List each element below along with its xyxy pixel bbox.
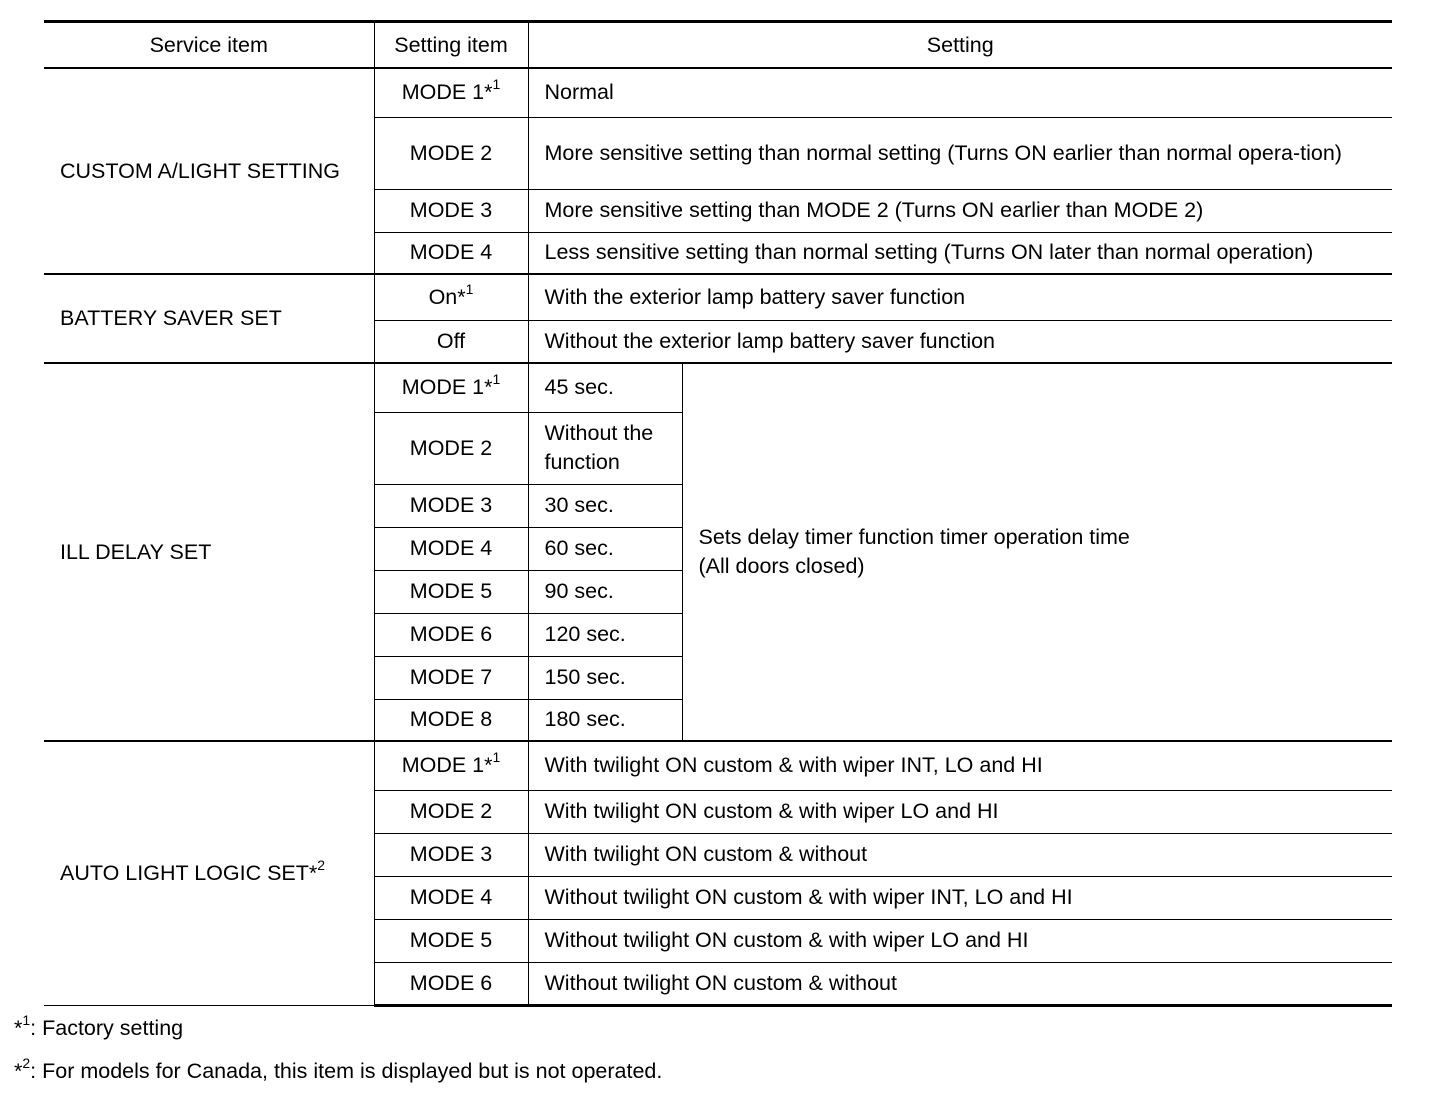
mode-label: MODE 7: [409, 665, 493, 689]
header-service-item: Service item: [44, 22, 374, 69]
setting-text: With twilight ON custom & with wiper LO and HI: [528, 790, 1392, 833]
table-row: [44, 68, 1392, 117]
mode-label: MODE 4: [409, 240, 493, 265]
setting-text: More sensitive setting than normal setting (Turns ON earlier than normal opera-tion): [528, 117, 1392, 189]
setting-item: [374, 570, 528, 613]
setting-value: 180 sec.: [528, 699, 682, 741]
superscript: 2: [22, 1054, 31, 1071]
setting-item: [374, 68, 528, 117]
setting-text: Normal: [528, 68, 1392, 117]
header-setting-item: Setting item: [374, 22, 528, 69]
setting-text: With the exterior lamp battery saver function: [528, 274, 1392, 320]
table-row: [44, 274, 1392, 320]
footnote-text: : Factory setting: [30, 1016, 184, 1040]
service-item-battery-saver: [44, 274, 374, 363]
header-row: [44, 22, 1392, 69]
mode-label: MODE 2: [409, 140, 493, 165]
service-label: ILL DELAY SET: [60, 539, 212, 564]
mode-label: MODE 2: [409, 799, 493, 823]
setting-item: [374, 412, 528, 484]
setting-item: [374, 363, 528, 412]
setting-text: With twilight ON custom & with wiper INT, LO and HI: [528, 741, 1392, 790]
service-item-ill-delay: [44, 363, 374, 741]
setting-item: [374, 232, 528, 274]
setting-item: [374, 876, 528, 919]
setting-item: [374, 790, 528, 833]
setting-value: 150 sec.: [528, 656, 682, 699]
superscript: 1: [492, 371, 501, 388]
mode-label: On*: [428, 284, 466, 309]
superscript: 1: [465, 280, 474, 297]
superscript: 2: [317, 856, 326, 873]
setting-item: [374, 833, 528, 876]
mode-label: MODE 6: [409, 622, 493, 646]
setting-text: Less sensitive setting than normal setting (Turns ON later than normal operation): [528, 232, 1392, 274]
superscript: 1: [492, 76, 501, 93]
footnote-factory-setting: [14, 1011, 184, 1042]
setting-text: Without twilight ON custom & with wiper INT, LO and HI: [528, 876, 1392, 919]
setting-value: 90 sec.: [528, 570, 682, 613]
service-label: BATTERY SAVER SET: [60, 306, 282, 330]
settings-table: [44, 20, 1392, 1007]
mode-label: MODE 2: [409, 435, 493, 460]
setting-item: [374, 117, 528, 189]
service-item-custom-alight: [44, 68, 374, 274]
setting-item: [374, 274, 528, 320]
superscript: 1: [22, 1011, 31, 1028]
mode-label: MODE 3: [409, 493, 493, 517]
header-setting: Setting: [528, 22, 1392, 69]
setting-item: [374, 320, 528, 363]
mode-label: Off: [436, 328, 466, 353]
ill-delay-description: [682, 363, 1392, 741]
setting-value: 120 sec.: [528, 613, 682, 656]
setting-item: [374, 699, 528, 741]
service-label: CUSTOM A/LIGHT SETTING: [60, 158, 340, 183]
setting-item: [374, 656, 528, 699]
mode-label: MODE 3: [409, 198, 493, 222]
setting-item: [374, 527, 528, 570]
footnote-canada: [14, 1054, 663, 1085]
mode-label: MODE 8: [409, 707, 493, 732]
description-line: (All doors closed): [698, 554, 865, 578]
mode-label: MODE 6: [409, 970, 493, 995]
setting-text: More sensitive setting than MODE 2 (Turns ON earlier than MODE 2): [528, 189, 1392, 232]
superscript: 1: [492, 749, 501, 766]
mode-label: MODE 5: [409, 928, 493, 952]
setting-item: [374, 189, 528, 232]
setting-value: 30 sec.: [528, 484, 682, 527]
mode-label: MODE 4: [409, 885, 493, 909]
footnote-text: : For models for Canada, this item is displayed but is not operated.: [30, 1059, 663, 1083]
setting-item: [374, 613, 528, 656]
setting-item: [374, 484, 528, 527]
description-line: Sets delay timer function timer operation time: [698, 525, 1130, 549]
setting-value: Without the function: [528, 412, 682, 484]
mode-label: MODE 1*: [401, 375, 493, 400]
setting-value: 45 sec.: [528, 363, 682, 412]
service-label: AUTO LIGHT LOGIC SET*: [60, 860, 318, 885]
footnote-mark: *: [14, 1016, 23, 1040]
mode-label: MODE 1*: [401, 753, 493, 778]
setting-text: Without the exterior lamp battery saver function: [528, 320, 1392, 363]
setting-text: Without twilight ON custom & with wiper LO and HI: [528, 919, 1392, 962]
table-row: [44, 363, 1392, 412]
setting-value: 60 sec.: [528, 527, 682, 570]
mode-label: MODE 1*: [401, 80, 493, 105]
setting-text: With twilight ON custom & without: [528, 833, 1392, 876]
mode-label: MODE 4: [409, 536, 493, 560]
setting-item: [374, 962, 528, 1005]
footnote-mark: *: [14, 1059, 23, 1083]
mode-label: MODE 3: [409, 842, 493, 866]
service-item-auto-light-logic: [44, 741, 374, 1005]
setting-item: [374, 741, 528, 790]
mode-label: MODE 5: [409, 579, 493, 603]
setting-item: [374, 919, 528, 962]
setting-text: Without twilight ON custom & without: [528, 962, 1392, 1005]
table-row: [44, 741, 1392, 790]
